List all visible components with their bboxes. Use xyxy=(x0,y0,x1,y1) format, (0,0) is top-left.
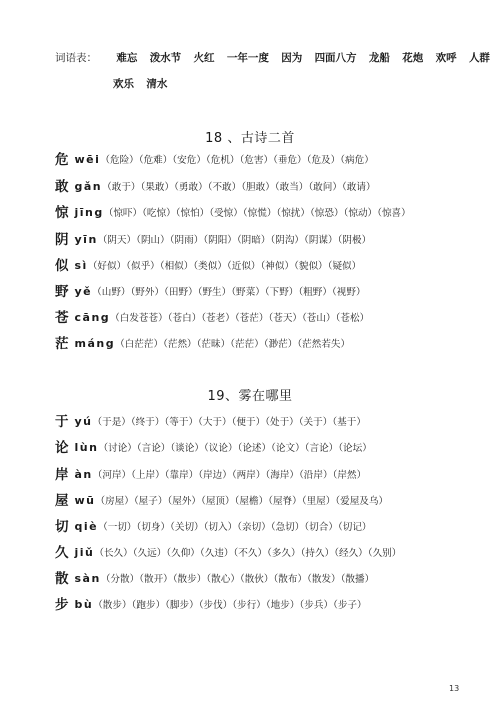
entry-words: （房屋）（屋子）（屋外）（屋顶）（屋檐）（屋脊）（里屋）（爱屋及乌） xyxy=(95,496,389,507)
character-entry xyxy=(55,519,372,535)
vocab-word: 泼水节 xyxy=(149,52,182,64)
vocab-label: 词语表： xyxy=(55,52,97,64)
entry-words: （白茫茫）（茫然）（茫昧）（茫茫）（渺茫）（茫然若失） xyxy=(115,339,351,350)
entry-pinyin: lùn xyxy=(74,441,99,454)
entry-words: （一切）（切身）（关切）（切入）（亲切）（急切）（切合）（切记） xyxy=(98,522,372,533)
section-title: 18 、古诗二首 xyxy=(205,131,295,146)
entry-words: （好似）（似乎）（相似）（类似）（近似）（神似）（貌似）（疑似） xyxy=(87,261,362,272)
entry-character: 阴 xyxy=(55,232,69,248)
entry-words: （山野）（野外）（田野）（野生）（野菜）（下野）（粗野）（视野） xyxy=(92,287,366,298)
entry-character: 论 xyxy=(55,440,69,456)
vocab-line-2 xyxy=(113,76,176,91)
character-entry xyxy=(55,284,366,300)
entry-character: 危 xyxy=(55,152,69,168)
entry-character: 久 xyxy=(55,545,69,561)
entry-words: （于是）（终于）（等于）（大于）（便于）（处于）（关于）（基于） xyxy=(92,417,366,428)
entry-pinyin: bù xyxy=(74,598,94,611)
entry-pinyin: wū xyxy=(74,494,96,507)
entry-character: 岸 xyxy=(55,467,69,483)
character-entry xyxy=(55,440,372,456)
section-title: 19、雾在哪里 xyxy=(207,389,293,404)
character-entry xyxy=(55,152,374,168)
entry-pinyin: yīn xyxy=(74,233,98,246)
entry-pinyin: gǎn xyxy=(74,180,103,193)
vocab-line-1 xyxy=(55,50,499,65)
entry-character: 苍 xyxy=(55,310,69,326)
entry-words: （危险）（危难）（安危）（危机）（危害）（垂危）（危及）（病危） xyxy=(100,155,374,166)
character-entry xyxy=(55,571,374,587)
entry-character: 茫 xyxy=(55,336,69,352)
vocab-word: 因为 xyxy=(281,52,303,64)
entry-pinyin: jiǔ xyxy=(74,546,95,559)
character-entry xyxy=(55,545,401,561)
entry-pinyin: sì xyxy=(74,259,88,272)
entry-pinyin: yú xyxy=(74,415,93,428)
vocab-word: 难忘 xyxy=(116,52,138,64)
entry-pinyin: qiè xyxy=(74,520,99,533)
entry-pinyin: cāng xyxy=(74,311,111,324)
entry-pinyin: jīng xyxy=(74,206,104,219)
entry-character: 似 xyxy=(55,258,69,274)
entry-character: 敢 xyxy=(55,179,69,195)
entry-words: （长久）（久远）（久仰）（久违）（不久）（多久）（持久）（经久）（久别） xyxy=(94,548,402,559)
entry-character: 野 xyxy=(55,284,69,300)
entry-words: （河岸）（上岸）（靠岸）（岸边）（两岸）（海岸）（沿岸）（岸然） xyxy=(92,470,367,481)
vocab-word: 欢乐 xyxy=(113,78,134,90)
entry-words: （讨论）（言论）（谈论）（议论）（论述）（论文）（言论）（论坛） xyxy=(98,443,372,454)
character-entry xyxy=(55,493,388,509)
entry-pinyin: wēi xyxy=(74,153,101,166)
character-entry xyxy=(55,336,350,352)
entry-pinyin: yě xyxy=(74,285,93,298)
entry-words: （敢于）（果敢）（勇敢）（不敢）（胆敢）（敢当）（敢问）（敢请） xyxy=(102,182,376,193)
page-number: 13 xyxy=(449,684,460,693)
entry-words: （白发苍苍）（苍白）（苍老）（苍茫）（苍天）（苍山）（苍松） xyxy=(110,313,370,324)
character-entry xyxy=(55,232,371,248)
entry-pinyin: máng xyxy=(74,337,116,350)
vocab-word: 四面八方 xyxy=(314,52,357,64)
entry-words: （阴天）（阴山）（阴雨）（阴阳）（阴暗）（阴沟）（阴谋）（阴极） xyxy=(97,235,372,246)
character-entry xyxy=(55,179,376,195)
vocab-word: 花炮 xyxy=(402,52,424,64)
character-entry xyxy=(55,414,366,430)
entry-character: 惊 xyxy=(55,205,69,221)
entry-character: 散 xyxy=(55,571,69,587)
entry-pinyin: àn xyxy=(74,468,93,481)
entry-words: （惊吓）（吃惊）（惊怕）（受惊）（惊慌）（惊扰）（惊恐）（惊动）（惊喜） xyxy=(103,208,411,219)
vocab-word: 人群 xyxy=(468,52,490,64)
entry-character: 切 xyxy=(55,519,69,535)
entry-words: （散步）（跑步）（脚步）（步伐）（步行）（地步）（步兵）（步子） xyxy=(93,600,367,611)
character-entry xyxy=(55,258,361,274)
entry-character: 屋 xyxy=(55,493,69,509)
entry-pinyin: sàn xyxy=(74,572,101,585)
vocab-word: 龙船 xyxy=(368,52,390,64)
vocab-word: 欢呼 xyxy=(435,52,457,64)
character-entry xyxy=(55,597,367,613)
entry-words: （分散）（散开）（散步）（散心）（散伙）（散布）（散发）（散播） xyxy=(100,574,375,585)
entry-character: 步 xyxy=(55,597,69,613)
character-entry xyxy=(55,310,369,326)
character-entry xyxy=(55,467,366,483)
vocab-word: 一年一度 xyxy=(226,52,269,64)
vocab-word: 清水 xyxy=(146,78,168,90)
vocab-word: 火红 xyxy=(193,52,215,64)
character-entry xyxy=(55,205,411,221)
entry-character: 于 xyxy=(55,414,69,430)
